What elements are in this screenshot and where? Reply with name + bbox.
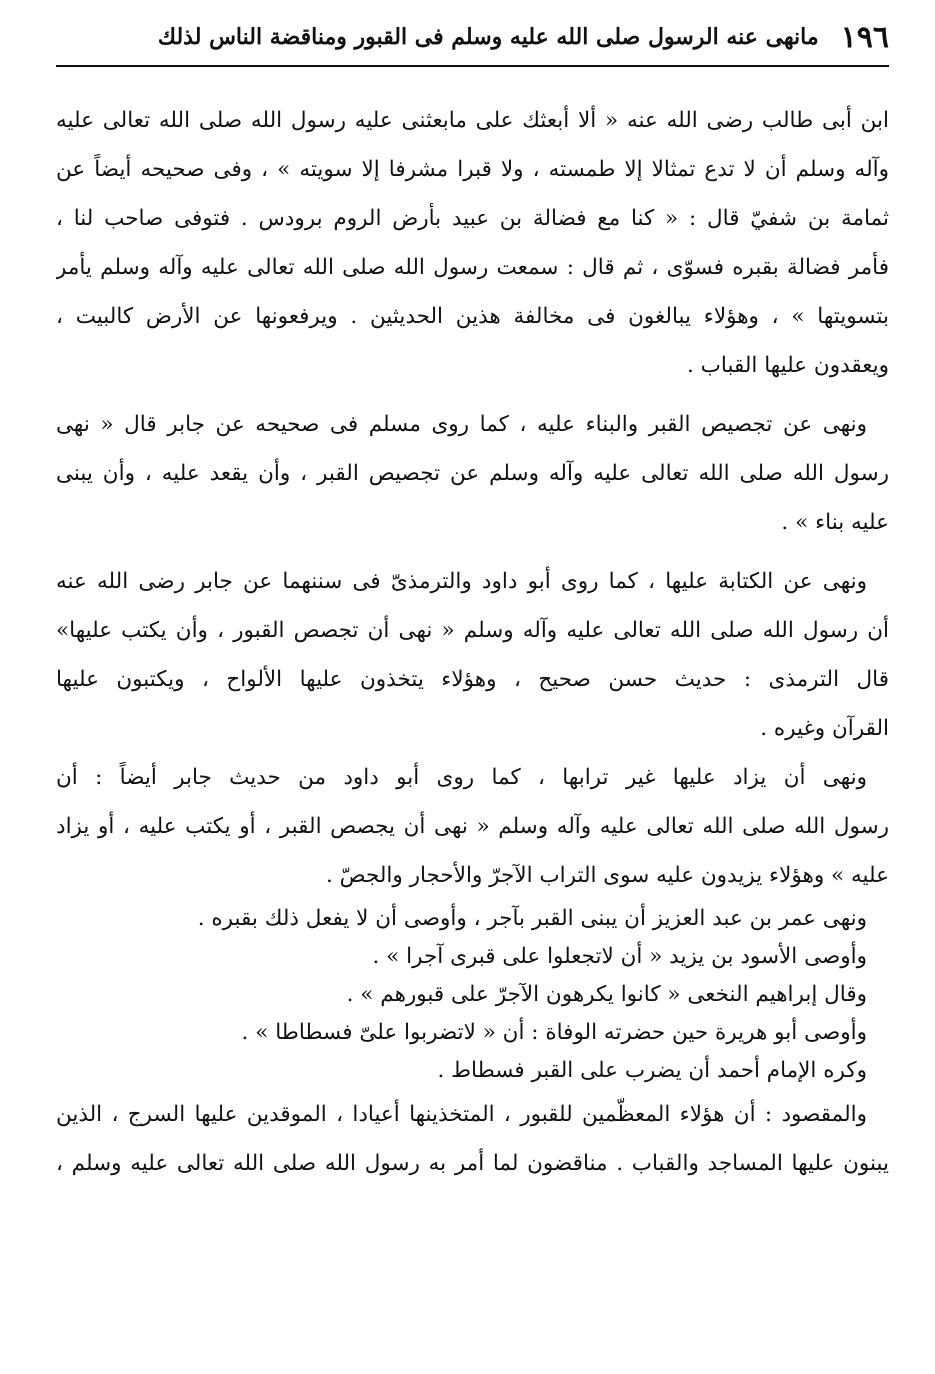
text-line: ونهى عن الكتابة عليها ، كما روى أبو داود والترمذىّ فى سننهما عن جابر رضى الله عنه bbox=[56, 569, 867, 594]
text-line: وكره الإمام أحمد أن يضرب على القبر فسطاط . bbox=[437, 1058, 867, 1083]
page-number: ١٩٦ bbox=[840, 19, 889, 55]
text-line: يبنون عليها المساجد والقباب . مناقضون لما أمر به رسول الله صلى الله تعالى عليه وسلم ، bbox=[56, 1151, 889, 1176]
text-line: وأوصى الأسود بن يزيد « أن لاتجعلوا على قبرى آجرا » . bbox=[372, 944, 867, 969]
text-line: عليه » وهؤلاء يزيدون عليه سوى التراب الآجرّ والأحجار والجصّ . bbox=[325, 863, 889, 888]
page-header bbox=[56, 14, 889, 60]
running-title: مانهى عنه الرسول صلى الله عليه وسلم فى القبور ومناقضة الناس لذلك bbox=[157, 24, 819, 50]
text-line: ونهى عن تجصيص القبر والبناء عليه ، كما روى مسلم فى صحيحه عن جابر قال « نهى bbox=[56, 412, 867, 437]
text-line: والمقصود : أن هؤلاء المعظّمين للقبور ، المتخذينها أعيادا ، الموقدين عليها السرج ، الذين bbox=[56, 1102, 867, 1127]
text-line: القرآن وغيره . bbox=[760, 716, 889, 741]
page-body bbox=[56, 96, 889, 1188]
text-line: ابن أبى طالب رضى الله عنه « ألا أبعثك على مابعثنى عليه رسول الله صلى الله تعالى عليه bbox=[56, 108, 889, 133]
text-line: ونهى عمر بن عبد العزيز أن يبنى القبر بآجر ، وأوصى أن لا يفعل ذلك بقبره . bbox=[197, 906, 867, 931]
text-line: رسول الله صلى الله تعالى عليه وآله وسلم « نهى أن يجصص القبر ، أو يكتب عليه ، أو يزاد bbox=[56, 814, 889, 839]
text-line: عليه بناء » . bbox=[781, 510, 889, 535]
text-line: أن رسول الله صلى الله تعالى عليه وآله وسلم « نهى أن تجصص القبور ، وأن يكتب عليها» bbox=[56, 618, 889, 643]
paragraph-gap bbox=[56, 390, 889, 400]
header-rule bbox=[56, 65, 889, 67]
text-line: رسول الله صلى الله تعالى عليه وآله وسلم عن تجصيص القبر ، وأن يقعد عليه ، وأن يبنى bbox=[56, 461, 889, 486]
text-line: وأوصى أبو هريرة حين حضرته الوفاة : أن « لاتضربوا علىّ فسطاطا » . bbox=[241, 1020, 867, 1045]
text-line: وقال إبراهيم النخعى « كانوا يكرهون الآجرّ على قبورهم » . bbox=[346, 982, 867, 1007]
text-line: بتسويتها » ، وهؤلاء يبالغون فى مخالفة هذين الحديثين . ويرفعونها عن الأرض كالبيت ، bbox=[56, 304, 889, 329]
text-line: وآله وسلم أن لا تدع تمثالا إلا طمسته ، ولا قبرا مشرفا إلا سويته » ، وفى صحيحه أيضاً عن bbox=[56, 157, 889, 182]
text-line: ويعقدون عليها القباب . bbox=[687, 353, 889, 378]
text-line: قال الترمذى : حديث حسن صحيح ، وهؤلاء يتخذون عليها الألواح ، ويكتبون عليها bbox=[56, 667, 889, 692]
text-line: ثمامة بن شفيّ قال : « كنا مع فضالة بن عبيد بأرض الروم برودس . فتوفى صاحب لنا ، bbox=[56, 206, 889, 231]
text-line: فأمر فضالة بقبره فسوّى ، ثم قال : سمعت رسول الله صلى الله تعالى عليه وآله وسلم يأمر bbox=[56, 255, 889, 280]
paragraph-gap bbox=[56, 547, 889, 557]
text-line: ونهى أن يزاد عليها غير ترابها ، كما روى أبو داود من حديث جابر أيضاً : أن bbox=[56, 765, 867, 790]
